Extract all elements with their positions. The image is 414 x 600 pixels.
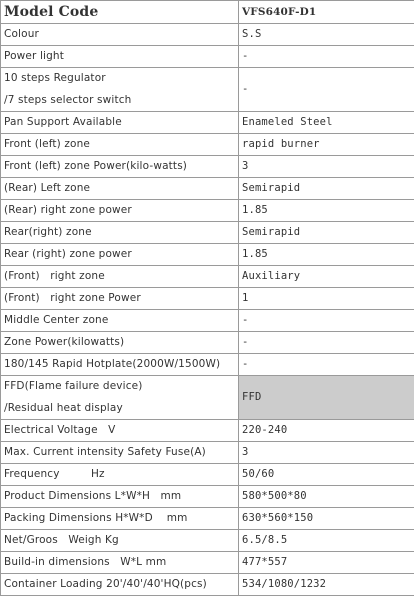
table-row <box>1 68 414 112</box>
table-row <box>1 420 414 442</box>
table-row <box>1 134 414 156</box>
row-value: S.S <box>239 24 414 46</box>
row-label-line: /7 steps selector switch <box>4 93 132 106</box>
row-label: Front (left) zone Power(kilo-watts) <box>1 156 239 178</box>
table-row <box>1 530 414 552</box>
table-row <box>1 244 414 266</box>
row-value: 580*500*80 <box>239 486 414 508</box>
row-value: - <box>239 46 414 68</box>
table-row <box>1 376 414 420</box>
row-label-line: FFD(Flame failure device) <box>4 380 143 392</box>
table-row <box>1 486 414 508</box>
table-row <box>1 112 414 134</box>
row-label: (Front) right zone <box>1 266 239 288</box>
row-label-line: /Residual heat display <box>4 401 123 414</box>
row-value: - <box>239 354 414 376</box>
table-row <box>1 332 414 354</box>
row-value: 1.85 <box>239 244 414 266</box>
row-label: 180/145 Rapid Hotplate(2000W/1500W) <box>1 354 239 376</box>
row-label: (Rear) Left zone <box>1 178 239 200</box>
table-row <box>1 464 414 486</box>
row-label: Front (left) zone <box>1 134 239 156</box>
table-row <box>1 156 414 178</box>
row-label: Container Loading 20'/40'/40'HQ(pcs) <box>1 574 239 596</box>
table-row <box>1 288 414 310</box>
row-value: Semirapid <box>239 222 414 244</box>
row-value: 50/60 <box>239 464 414 486</box>
row-label: Pan Support Available <box>1 112 239 134</box>
row-value: - <box>239 68 414 112</box>
row-label: Product Dimensions L*W*H mm <box>1 486 239 508</box>
row-label: Net/Groos Weigh Kg <box>1 530 239 552</box>
row-label: Rear (right) zone power <box>1 244 239 266</box>
row-label: Max. Current intensity Safety Fuse(A) <box>1 442 239 464</box>
row-value: 534/1080/1232 <box>239 574 414 596</box>
model-code-label: Model Code <box>1 1 239 24</box>
row-label <box>1 68 239 112</box>
table-row <box>1 574 414 596</box>
row-label: Rear(right) zone <box>1 222 239 244</box>
row-value: 1.85 <box>239 200 414 222</box>
row-value: 1 <box>239 288 414 310</box>
row-label: Power light <box>1 46 239 68</box>
row-label: Zone Power(kilowatts) <box>1 332 239 354</box>
table-header-row <box>1 1 414 24</box>
table-row <box>1 552 414 574</box>
row-label: (Front) right zone Power <box>1 288 239 310</box>
row-value: Auxiliary <box>239 266 414 288</box>
row-value: - <box>239 310 414 332</box>
row-label: Middle Center zone <box>1 310 239 332</box>
model-code-value: VFS640F-D1 <box>239 1 414 24</box>
row-value: 630*560*150 <box>239 508 414 530</box>
row-value: - <box>239 332 414 354</box>
row-label-line: 10 steps Regulator <box>4 72 106 84</box>
row-value: Enameled Steel <box>239 112 414 134</box>
row-value: 477*557 <box>239 552 414 574</box>
row-value: Semirapid <box>239 178 414 200</box>
row-label: Build-in dimensions W*L mm <box>1 552 239 574</box>
row-value: 3 <box>239 156 414 178</box>
table-row <box>1 266 414 288</box>
table-row <box>1 24 414 46</box>
row-label: Frequency Hz <box>1 464 239 486</box>
table-row <box>1 354 414 376</box>
row-value: 6.5/8.5 <box>239 530 414 552</box>
row-label: Colour <box>1 24 239 46</box>
table-row <box>1 442 414 464</box>
row-value: 220-240 <box>239 420 414 442</box>
row-label: (Rear) right zone power <box>1 200 239 222</box>
table-row <box>1 222 414 244</box>
table-row <box>1 178 414 200</box>
row-value: rapid burner <box>239 134 414 156</box>
row-label: Packing Dimensions H*W*D mm <box>1 508 239 530</box>
row-value: FFD <box>239 376 414 420</box>
row-value: 3 <box>239 442 414 464</box>
table-row <box>1 310 414 332</box>
row-label <box>1 376 239 420</box>
table-row <box>1 46 414 68</box>
table-row <box>1 508 414 530</box>
row-label: Electrical Voltage V <box>1 420 239 442</box>
table-row <box>1 200 414 222</box>
